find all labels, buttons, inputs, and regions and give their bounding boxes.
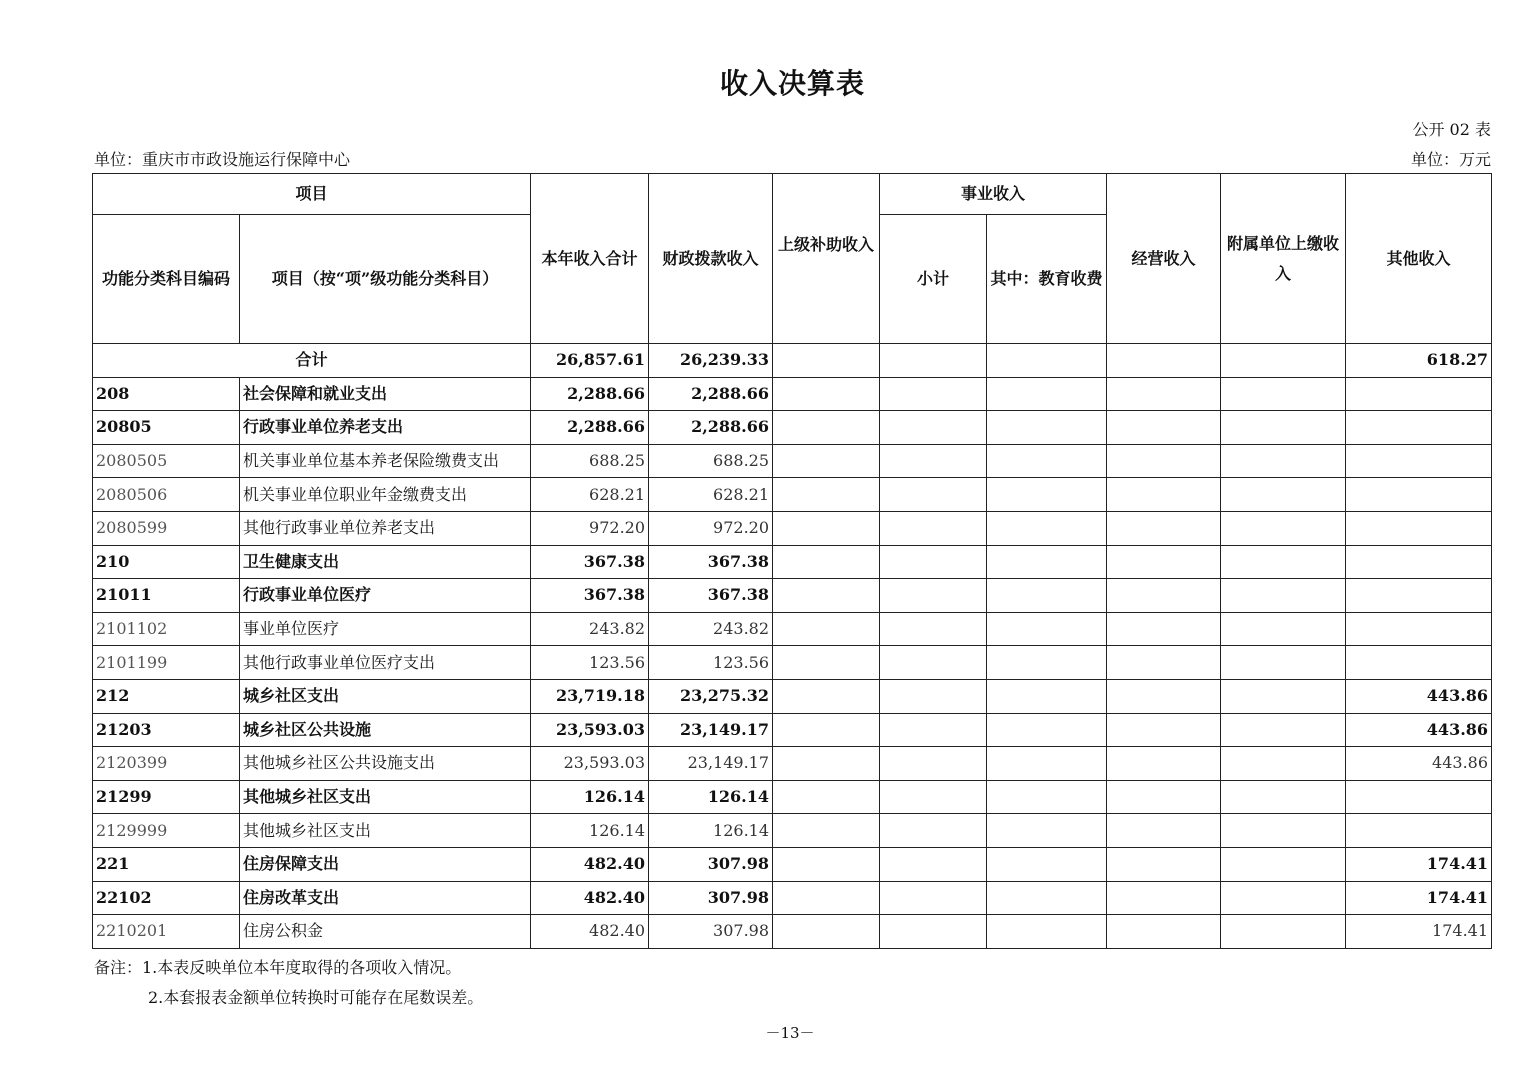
row-subtotal [880,545,987,579]
table-row [93,444,1492,478]
row-business [1107,847,1221,881]
row-total: 23,593.03 [531,747,649,781]
row-affiliate [1221,377,1346,411]
row-subtotal [880,847,987,881]
row-name: 卫生健康支出 [240,545,531,579]
row-edu [987,915,1107,949]
row-subsidy [773,545,880,579]
row-code: 2101199 [93,646,240,680]
row-edu [987,780,1107,814]
unit-organization: 单位：重庆市市政设施运行保障中心 [94,150,351,169]
row-edu [987,411,1107,445]
row-fiscal: 126.14 [649,814,773,848]
row-affiliate [1221,579,1346,613]
notes [94,953,483,1013]
row-other [1346,780,1492,814]
row-name: 城乡社区支出 [240,679,531,713]
row-fiscal: 367.38 [649,545,773,579]
row-subtotal [880,713,987,747]
row-subtotal [880,579,987,613]
row-fiscal: 126.14 [649,780,773,814]
row-business [1107,780,1221,814]
row-name: 其他行政事业单位医疗支出 [240,646,531,680]
row-total: 126.14 [531,780,649,814]
row-subtotal [880,444,987,478]
table-row [93,377,1492,411]
page-title: 收入决算表 [719,67,865,100]
row-other [1346,411,1492,445]
row-name: 行政事业单位医疗 [240,579,531,613]
note-1: 备注：1.本表反映单位本年度取得的各项收入情况。 [94,958,462,977]
row-total: 2,288.66 [531,411,649,445]
row-edu [987,478,1107,512]
row-fiscal: 307.98 [649,881,773,915]
row-subsidy [773,478,880,512]
header-business: 经营收入 [1107,174,1221,344]
row-other [1346,814,1492,848]
row-code: 22102 [93,881,240,915]
row-fiscal: 123.56 [649,646,773,680]
row-other: 443.86 [1346,713,1492,747]
row-total: 243.82 [531,612,649,646]
header-fiscal: 财政拨款收入 [649,174,773,344]
row-subtotal [880,377,987,411]
row-subsidy [773,612,880,646]
row-subsidy [773,579,880,613]
row-edu [987,444,1107,478]
row-business [1107,478,1221,512]
row-total: 628.21 [531,478,649,512]
row-business [1107,713,1221,747]
row-affiliate [1221,444,1346,478]
row-affiliate [1221,713,1346,747]
row-affiliate [1221,780,1346,814]
note-2: 2.本套报表金额单位转换时可能存在尾数误差。 [148,988,484,1007]
total-fiscal: 26,239.33 [649,344,773,378]
total-label: 合计 [93,344,531,378]
row-other: 443.86 [1346,679,1492,713]
row-edu [987,511,1107,545]
row-name: 其他城乡社区支出 [240,814,531,848]
row-total: 2,288.66 [531,377,649,411]
row-name: 城乡社区公共设施 [240,713,531,747]
table-row [93,511,1492,545]
total-affiliate [1221,344,1346,378]
header-career: 事业收入 [880,174,1107,215]
total-business [1107,344,1221,378]
total-amount: 26,857.61 [531,344,649,378]
row-name: 其他城乡社区支出 [240,780,531,814]
row-name: 社会保障和就业支出 [240,377,531,411]
row-edu [987,579,1107,613]
row-subsidy [773,646,880,680]
row-total: 482.40 [531,881,649,915]
row-code: 221 [93,847,240,881]
row-name: 住房公积金 [240,915,531,949]
row-business [1107,814,1221,848]
row-affiliate [1221,411,1346,445]
row-business [1107,881,1221,915]
header-name: 项目（按“项”级功能分类科目） [240,215,531,344]
table-row [93,881,1492,915]
table-row [93,478,1492,512]
row-business [1107,511,1221,545]
row-subsidy [773,679,880,713]
row-subtotal [880,814,987,848]
row-other [1346,545,1492,579]
row-subtotal [880,915,987,949]
total-subtotal [880,344,987,378]
row-business [1107,377,1221,411]
table-row [93,612,1492,646]
row-subsidy [773,377,880,411]
table-row [93,411,1492,445]
row-fiscal: 23,149.17 [649,747,773,781]
row-fiscal: 972.20 [649,511,773,545]
row-code: 2080505 [93,444,240,478]
table-row [93,915,1492,949]
row-business [1107,444,1221,478]
row-other [1346,646,1492,680]
row-affiliate [1221,847,1346,881]
row-edu [987,814,1107,848]
row-code: 21011 [93,579,240,613]
row-other [1346,511,1492,545]
table-row [93,679,1492,713]
row-total: 688.25 [531,444,649,478]
table-row [93,545,1492,579]
row-affiliate [1221,612,1346,646]
row-subsidy [773,847,880,881]
row-subsidy [773,444,880,478]
page-number: －13－ [765,1024,815,1042]
row-edu [987,747,1107,781]
form-number: 公开 02 表 [1412,120,1491,139]
row-code: 2080506 [93,478,240,512]
row-business [1107,545,1221,579]
row-subsidy [773,747,880,781]
row-name: 其他行政事业单位养老支出 [240,511,531,545]
row-subtotal [880,780,987,814]
row-fiscal: 23,275.32 [649,679,773,713]
row-code: 208 [93,377,240,411]
row-business [1107,747,1221,781]
row-name: 住房保障支出 [240,847,531,881]
row-name: 行政事业单位养老支出 [240,411,531,445]
table-row [93,847,1492,881]
total-subsidy [773,344,880,378]
row-subtotal [880,411,987,445]
row-total: 367.38 [531,579,649,613]
row-edu [987,713,1107,747]
row-total: 972.20 [531,511,649,545]
row-fiscal: 307.98 [649,915,773,949]
row-code: 21203 [93,713,240,747]
header-other: 其他收入 [1346,174,1492,344]
row-affiliate [1221,646,1346,680]
row-other [1346,478,1492,512]
row-total: 126.14 [531,814,649,848]
row-subtotal [880,881,987,915]
row-business [1107,679,1221,713]
header-edu: 其中：教育收费 [987,215,1107,344]
row-edu [987,545,1107,579]
row-fiscal: 2,288.66 [649,377,773,411]
row-total: 482.40 [531,915,649,949]
row-fiscal: 243.82 [649,612,773,646]
row-fiscal: 628.21 [649,478,773,512]
row-business [1107,612,1221,646]
row-fiscal: 367.38 [649,579,773,613]
row-code: 2101102 [93,612,240,646]
row-code: 2120399 [93,747,240,781]
row-total: 23,719.18 [531,679,649,713]
header-code: 功能分类科目编码 [93,215,240,344]
header-total: 本年收入合计 [531,174,649,344]
row-subsidy [773,780,880,814]
row-other: 174.41 [1346,915,1492,949]
row-subtotal [880,478,987,512]
row-fiscal: 23,149.17 [649,713,773,747]
row-affiliate [1221,915,1346,949]
row-code: 20805 [93,411,240,445]
total-edu [987,344,1107,378]
header-subtotal: 小计 [880,215,987,344]
row-total: 123.56 [531,646,649,680]
row-business [1107,411,1221,445]
table-row [93,713,1492,747]
table-row [93,814,1492,848]
row-edu [987,377,1107,411]
row-other [1346,377,1492,411]
row-code: 2129999 [93,814,240,848]
table-row [93,646,1492,680]
row-other: 443.86 [1346,747,1492,781]
row-other: 174.41 [1346,847,1492,881]
total-row [93,344,1492,378]
row-subtotal [880,747,987,781]
row-other: 174.41 [1346,881,1492,915]
row-total: 367.38 [531,545,649,579]
row-affiliate [1221,747,1346,781]
row-subsidy [773,713,880,747]
row-subsidy [773,881,880,915]
row-edu [987,847,1107,881]
row-subtotal [880,612,987,646]
row-name: 事业单位医疗 [240,612,531,646]
row-name: 机关事业单位职业年金缴费支出 [240,478,531,512]
row-edu [987,646,1107,680]
row-affiliate [1221,814,1346,848]
row-name: 其他城乡社区公共设施支出 [240,747,531,781]
unit-currency: 单位：万元 [1410,150,1491,169]
row-affiliate [1221,478,1346,512]
row-subsidy [773,411,880,445]
row-edu [987,679,1107,713]
row-name: 住房改革支出 [240,881,531,915]
row-business [1107,915,1221,949]
total-other: 618.27 [1346,344,1492,378]
row-code: 210 [93,545,240,579]
row-subsidy [773,915,880,949]
row-affiliate [1221,545,1346,579]
row-fiscal: 307.98 [649,847,773,881]
row-subsidy [773,511,880,545]
row-subsidy [773,814,880,848]
table-row [93,579,1492,613]
row-other [1346,579,1492,613]
row-code: 2210201 [93,915,240,949]
row-affiliate [1221,511,1346,545]
row-affiliate [1221,679,1346,713]
row-code: 21299 [93,780,240,814]
row-other [1346,612,1492,646]
row-other [1346,444,1492,478]
row-name: 机关事业单位基本养老保险缴费支出 [240,444,531,478]
row-subtotal [880,646,987,680]
row-code: 2080599 [93,511,240,545]
header-subsidy: 上级补助收入 [773,174,880,344]
row-fiscal: 688.25 [649,444,773,478]
table-row [93,747,1492,781]
row-code: 212 [93,679,240,713]
row-business [1107,579,1221,613]
row-edu [987,612,1107,646]
table-row [93,780,1492,814]
row-total: 482.40 [531,847,649,881]
revenue-table [92,173,1492,949]
row-subtotal [880,511,987,545]
header-affiliate: 附属单位上缴收入 [1221,174,1346,344]
header-project: 项目 [93,174,531,215]
row-edu [987,881,1107,915]
row-total: 23,593.03 [531,713,649,747]
row-subtotal [880,679,987,713]
row-fiscal: 2,288.66 [649,411,773,445]
row-business [1107,646,1221,680]
row-affiliate [1221,881,1346,915]
